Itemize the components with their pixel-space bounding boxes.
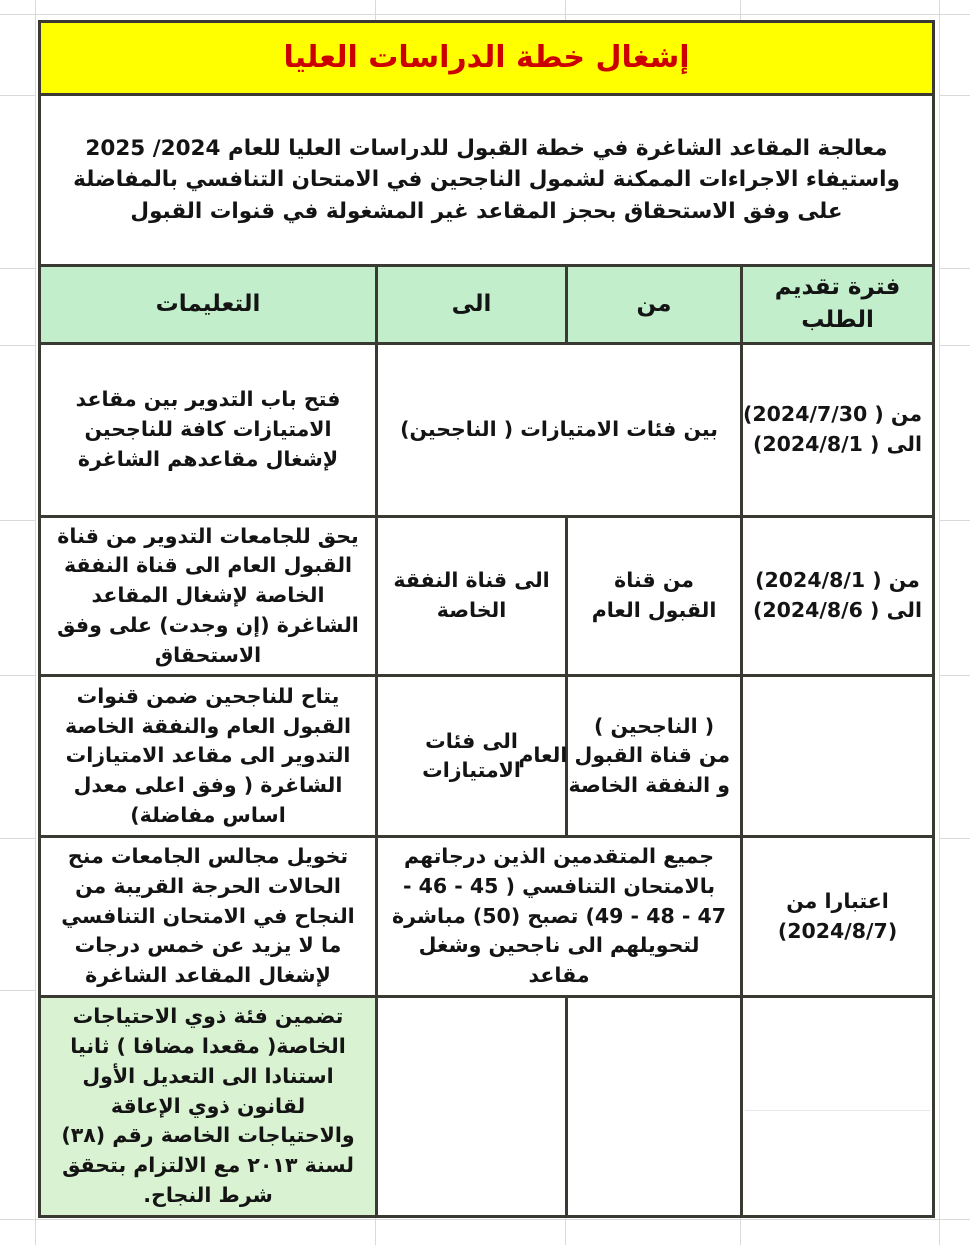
- column-header-period: فترة تقديم الطلب: [742, 266, 934, 344]
- cell-from-to-merged: بين فئات الامتيازات ( الناجحين): [377, 343, 742, 516]
- cell-from: [518, 676, 742, 837]
- period-from-date: من ( 2024/8/1): [755, 568, 920, 593]
- period-to-date: الى ( 2024/8/1): [752, 431, 923, 456]
- cell-instructions: فتح باب التدوير بين مقاعد الامتيازات كافة للناجحين لإشغال مقاعدهم الشاغرة: [40, 343, 377, 516]
- period-from-date: من ( 2024/7/30): [743, 401, 923, 426]
- spreadsheet-gridline: [0, 990, 35, 991]
- admission-plan-table: [38, 20, 935, 1218]
- table-row: [40, 996, 934, 1216]
- cell-from: من قناة القبول العام: [567, 516, 742, 676]
- spreadsheet-gridline: [939, 838, 970, 839]
- from-line: و النفقة الخاصة: [568, 773, 731, 798]
- cell-instructions-highlighted: تضمين فئة ذوي الاحتياجات الخاصة( مقعدا مضافا ) ثانيا استنادا الى التعديل الأول لقانون ذوي الإعاقة والاحتياجات الخاصة رقم (٣٨) لسنة ٢٠١٣ مع الالتزام بتحقق شرط النجاح.: [40, 996, 377, 1216]
- cell-period: [742, 837, 934, 997]
- spreadsheet-gridline: [0, 14, 970, 15]
- cell-from-to-merged: جميع المتقدمين الذين درجاتهم بالامتحان التنافسي ( 45 - 46 - 47 - 48 - 49) تصبح (50) مباشرة لتحويلهم الى ناجحين وشغل مقاعد: [377, 837, 742, 997]
- spreadsheet-gridline: [0, 520, 35, 521]
- spreadsheet-gridline: [565, 0, 566, 20]
- spreadsheet-gridline: [939, 268, 970, 269]
- spreadsheet-gridline: [745, 1110, 930, 1111]
- intro-paragraph: معالجة المقاعد الشاغرة في خطة القبول للدراسات العليا للعام 2024/ 2025 واستيفاء الاجراءات الممكنة لشمول الناجحين في الامتحان التنافسي بالمفاضلة على وفق الاستحقاق بحجز المقاعد غير المشغولة في قنوات القبول: [40, 95, 934, 266]
- table-row: [40, 343, 934, 516]
- cell-instructions: تخويل مجالس الجامعات منح الحالات الحرجة القريبة من النجاح في الامتحان التنافسي ما لا يزيد عن خمس درجات لإشغال المقاعد الشاغرة: [40, 837, 377, 997]
- cell-instructions: يتاح للناجحين ضمن قنوات القبول العام والنفقة الخاصة التدوير الى مقاعد الامتيازات الشاغرة ( وفق اعلى معدل اساس مفاضلة): [40, 676, 377, 837]
- table-row: [40, 516, 934, 676]
- period-effective-label: اعتبارا من: [786, 888, 889, 913]
- period-effective-date: (2024/8/7): [777, 918, 898, 943]
- column-header-instructions: التعليمات: [40, 266, 377, 344]
- spreadsheet-gridline: [0, 1219, 970, 1220]
- cell-period: [742, 343, 934, 516]
- column-header-from: من: [567, 266, 742, 344]
- cell-period-empty: [742, 676, 934, 837]
- cell-period-empty: [742, 996, 934, 1216]
- cell-from-empty: [567, 996, 742, 1216]
- spreadsheet-gridline: [939, 95, 970, 96]
- spreadsheet-gridline: [939, 0, 940, 1245]
- from-line: من قناة القبول العام: [518, 743, 731, 768]
- cell-to-empty: [377, 996, 567, 1216]
- spreadsheet-gridline: [740, 0, 741, 20]
- table-row: [40, 837, 934, 997]
- cell-instructions: يحق للجامعات التدوير من قناة القبول العام الى قناة النفقة الخاصة لإشغال المقاعد الشاغرة (إن وجدت) على وفق الاستحقاق: [40, 516, 377, 676]
- period-to-date: الى ( 2024/8/6): [752, 597, 923, 622]
- spreadsheet-gridline: [35, 0, 36, 1245]
- spreadsheet-gridline: [375, 0, 376, 20]
- column-header-to: الى: [377, 266, 567, 344]
- page-title: إشغال خطة الدراسات العليا: [40, 22, 934, 95]
- cell-period: [742, 516, 934, 676]
- spreadsheet-gridline: [0, 345, 35, 346]
- spreadsheet-gridline: [939, 675, 970, 676]
- cell-to: الى قناة النفقة الخاصة: [377, 516, 567, 676]
- spreadsheet-gridline: [0, 268, 35, 269]
- spreadsheet-gridline: [0, 838, 35, 839]
- table-row: [40, 676, 934, 837]
- spreadsheet-gridline: [0, 95, 35, 96]
- spreadsheet-gridline: [0, 675, 35, 676]
- spreadsheet-gridline: [939, 520, 970, 521]
- spreadsheet-gridline: [939, 345, 970, 346]
- from-line: ( الناجحين ): [593, 713, 715, 738]
- cell-to: الى فئات الامتيازات: [377, 676, 567, 837]
